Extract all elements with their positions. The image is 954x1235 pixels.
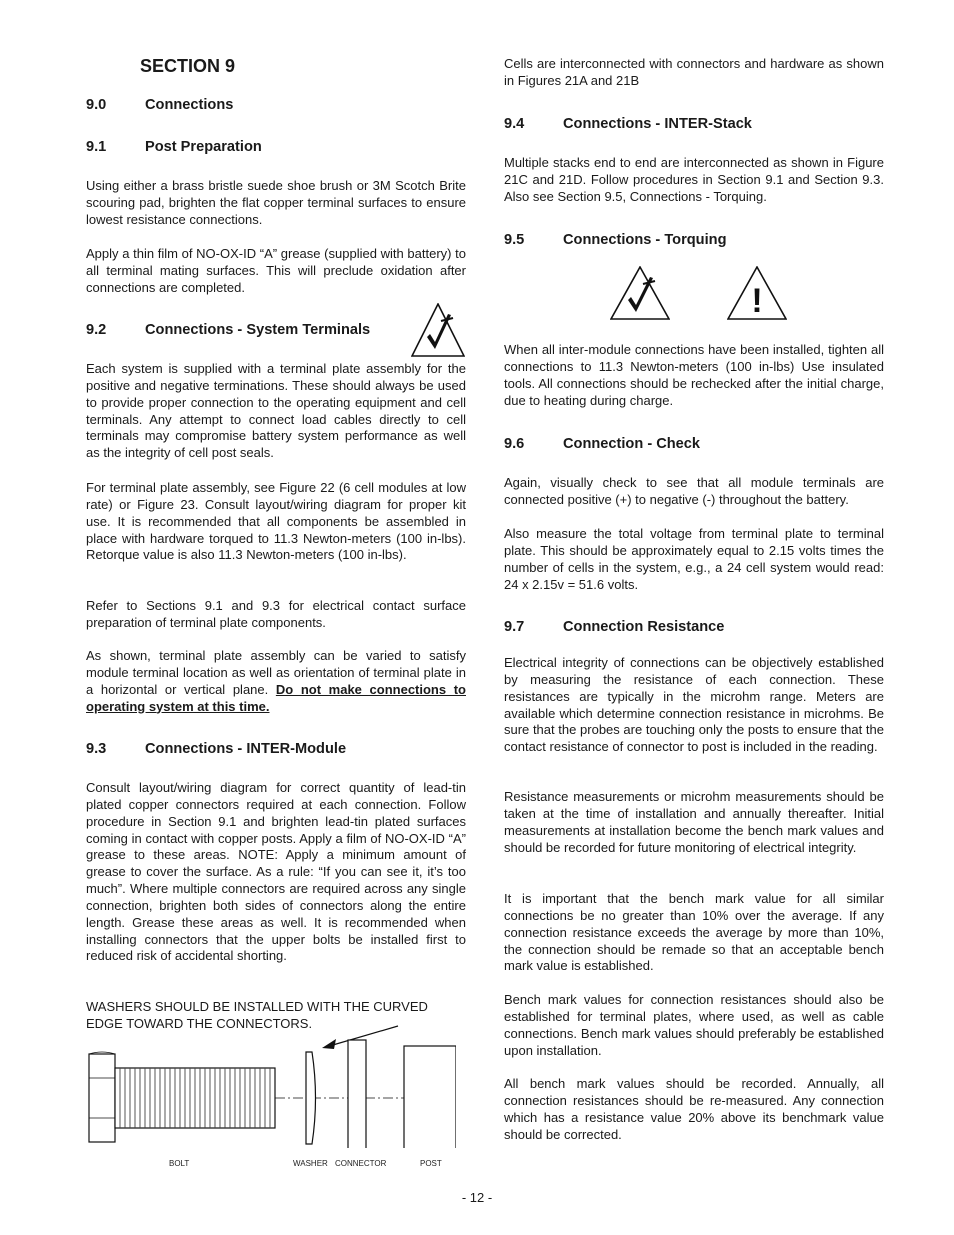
label-connector: CONNECTOR bbox=[335, 1159, 387, 1168]
heading-9-3: 9.3 Connections - INTER-Module bbox=[86, 741, 347, 757]
bolt-assembly-diagram bbox=[86, 1012, 456, 1148]
paragraph-9-6-a: Again, visually check to see that all module terminals are connected positive (+) to negative (-) throughout the battery. bbox=[504, 475, 884, 507]
paragraph-9-2-d-text: As shown, terminal plate assembly can be varied to satisfy module terminal location as well as orientation of terminal plate in a horizontal or vertical plane. bbox=[86, 648, 466, 697]
paragraph-9-1-b: Apply a thin film of NO-OX-ID “A” grease (supplied with battery) to all terminal mating surfaces. This will preclude oxidation after connections are completed. bbox=[86, 246, 466, 295]
heading-9-1: 9.1 Post Preparation bbox=[86, 139, 262, 155]
paragraph-9-2-a: Each system is supplied with a terminal plate assembly for the positive and negative terminations. These should always be used to provide proper connection to the operating equipment and cell terminals. Any attempt to connect load cables directly to cell terminals may compromise battery system performance as well as the integrity of cell post seals. bbox=[86, 361, 466, 461]
paragraph-9-7-a: Electrical integrity of connections can be objectively established by measuring the resistance of each connection. These resistances are typically in the microhm range. Meters are available which determine connection resistance in microhms. Be sure that the probes are touching only the posts to ensure that the contact resistance of connector to post is included in the reading. bbox=[504, 655, 884, 755]
washer-instruction: WASHERS SHOULD BE INSTALLED WITH THE CURVED EDGE TOWARD THE CONNECTORS. bbox=[86, 999, 428, 1031]
section-title: SECTION 9 bbox=[140, 56, 236, 76]
paragraph-9-7-c: It is important that the bench mark value for all similar connections be no greater than 10% over the average. If any connection resistance exceeds the average by more than 10%, the connection should be remade so that an acceptable bench mark value is established. bbox=[504, 891, 884, 974]
label-bolt: BOLT bbox=[169, 1159, 190, 1168]
paragraph-9-3-a: Consult layout/wiring diagram for correct quantity of lead-tin plated copper connectors required at each connection. Follow procedure in Section 9.1 and brighten lead-tin plated surfaces coming in contact with copper posts. Apply a film of NO-OX-ID “A” grease to these areas. NOTE: Apply a minimum amount of grease to cover the surface. As a rule: “If you can see it, it’s too much”. Where multiple connectors are required across any single connection, brighten both sides of connectors along the entire length. Grease these areas as well. It is recommended when installing connectors that the upper bolts be installed first to reduced risk of accidental shorting. bbox=[86, 780, 466, 964]
paragraph-9-5: When all inter-module connections have been installed, tighten all connections to 11.3 Newton-meters (100 in-lbs) Use insulated tools. All connections should be rechecked after the initial charge, due to heating during charge. bbox=[504, 342, 884, 408]
bolt-head bbox=[89, 1054, 115, 1142]
paragraph-9-1-a: Using either a brass bristle suede shoe brush or 3M Scotch Brite scouring pad, brighten the flat copper terminal surfaces to ensure lowest resistance connections. bbox=[86, 178, 466, 227]
warning-exclamation-glyph: ! bbox=[751, 282, 763, 320]
paragraph-9-6-b: Also measure the total voltage from terminal plate to terminal plate. This should be approximately equal to 2.15 volts times the number of cells in the system, e.g., a 24 cell system would read: 24 x 2.15v = 51.6 volts. bbox=[504, 526, 884, 592]
post bbox=[404, 1046, 456, 1148]
label-post: POST bbox=[420, 1159, 442, 1168]
paragraph-9-7-b: Resistance measurements or microhm measurements should be taken at the time of installation and annually thereafter. Initial measurements at installation become the bench mark values and should be recorded for future monitoring of electrical integrity. bbox=[504, 789, 884, 855]
warning-text: Do not make connections to operating system at this time. bbox=[86, 681, 466, 714]
paragraph-9-7-d: Bench mark values for connection resistances should also be established for terminal plates, where used, as well as cable connections. Bench mark values should preferably be established upon installation. bbox=[504, 992, 884, 1058]
arrow-head bbox=[322, 1039, 336, 1049]
check-mark-caution-icon bbox=[610, 266, 670, 320]
paragraph-9-2-c: Refer to Sections 9.1 and 9.3 for electrical contact surface preparation of terminal plate components. bbox=[86, 598, 466, 630]
washer bbox=[306, 1052, 316, 1144]
page-number: - 12 - bbox=[461, 1190, 493, 1205]
paragraph-9-2-b: For terminal plate assembly, see Figure 22 (6 cell modules at low rate) or Figure 23. Consult layout/wiring diagram for proper kit use. It is recommended that all components be assembled in place with hardware torqued to 11.3 Newton-meters (100 in-lbs). Retorque value is also 11.3 Newton-meters (100 in-lbs). bbox=[86, 480, 466, 563]
paragraph-9-7-e: All bench mark values should be recorded. Annually, all connection resistances should be re-measured. Any connection which has a resistance value 20% above its benchmark value should be corrected. bbox=[504, 1076, 884, 1142]
warning-exclamation-icon bbox=[727, 266, 787, 320]
heading-9-2: 9.2 Connections - System Terminals bbox=[86, 322, 371, 338]
heading-9-6: 9.6 Connection - Check bbox=[504, 436, 701, 452]
heading-9-7: 9.7 Connection Resistance bbox=[504, 619, 725, 635]
heading-9-0: 9.0 Connections bbox=[86, 97, 234, 113]
paragraph-9-4: Multiple stacks end to end are interconnected as shown in Figure 21C and 21D. Follow procedures in Section 9.1 and Section 9.3. Also see Section 9.5, Connections - Torquing. bbox=[504, 155, 884, 204]
check-mark-caution-icon bbox=[411, 303, 465, 357]
paragraph-9-2-d bbox=[86, 648, 466, 715]
connector bbox=[348, 1040, 366, 1148]
heading-9-4: 9.4 Connections - INTER-Stack bbox=[504, 116, 752, 132]
heading-9-5: 9.5 Connections - Torquing bbox=[504, 232, 727, 248]
label-washer: WASHER bbox=[293, 1159, 328, 1168]
paragraph-intro: Cells are interconnected with connectors and hardware as shown in Figures 21A and 21B bbox=[504, 56, 884, 88]
